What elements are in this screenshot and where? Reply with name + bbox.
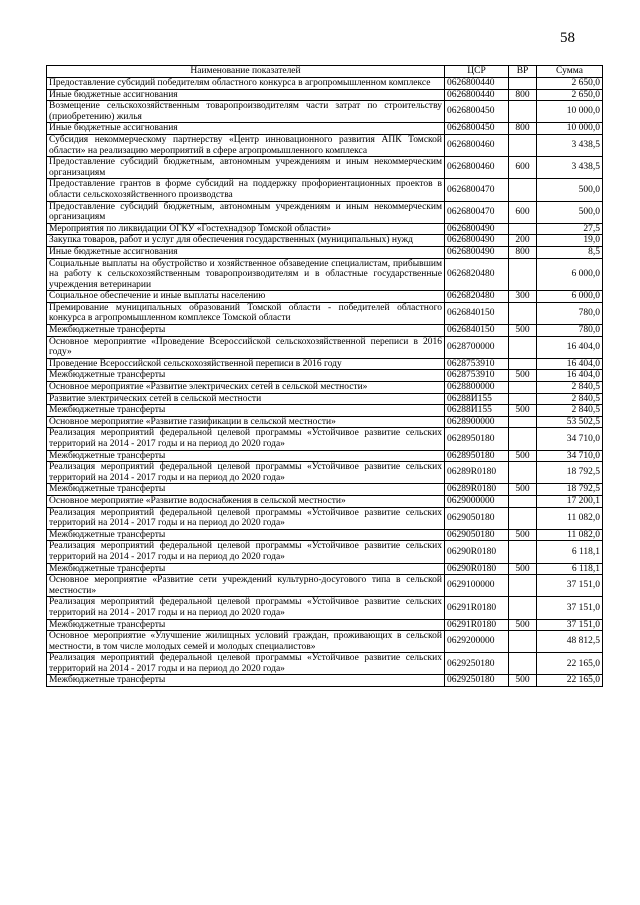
header-vr: ВР <box>509 66 537 78</box>
cell-sum: 500,0 <box>537 201 603 223</box>
cell-csr: 0626800440 <box>445 78 509 90</box>
table-body <box>47 78 603 687</box>
cell-csr: 06289R0180 <box>445 484 509 496</box>
cell-csr: 06291R0180 <box>445 619 509 631</box>
table-row <box>47 575 603 597</box>
cell-csr: 0629200000 <box>445 631 509 653</box>
cell-vr: 500 <box>509 619 537 631</box>
cell-vr: 800 <box>509 123 537 135</box>
cell-sum: 11 082,0 <box>537 529 603 541</box>
table-row <box>47 653 603 675</box>
cell-name: Иные бюджетные ассигнования <box>47 246 445 258</box>
cell-name: Основное мероприятие «Проведение Всероссийской сельскохозяйственной переписи в 2016 году» <box>47 336 445 358</box>
cell-csr: 0626820480 <box>445 291 509 303</box>
cell-csr: 0628753910 <box>445 358 509 370</box>
table-row <box>47 507 603 529</box>
cell-csr: 0629250180 <box>445 653 509 675</box>
cell-sum: 22 165,0 <box>537 675 603 687</box>
cell-vr: 300 <box>509 291 537 303</box>
cell-csr: 0626820480 <box>445 258 509 291</box>
table-row <box>47 405 603 417</box>
cell-name: Межбюджетные трансферты <box>47 325 445 337</box>
table-row <box>47 495 603 507</box>
cell-vr: 600 <box>509 157 537 179</box>
table-row <box>47 201 603 223</box>
cell-sum: 2 840,5 <box>537 405 603 417</box>
cell-name: Межбюджетные трансферты <box>47 450 445 462</box>
cell-name: Межбюджетные трансферты <box>47 563 445 575</box>
cell-name: Закупка товаров, работ и услуг для обеспечения государственных (муниципальных) нужд <box>47 235 445 247</box>
cell-vr <box>509 101 537 123</box>
cell-vr <box>509 258 537 291</box>
cell-vr <box>509 462 537 484</box>
cell-vr <box>509 416 537 428</box>
cell-sum: 37 151,0 <box>537 619 603 631</box>
cell-vr <box>509 179 537 201</box>
cell-csr: 06291R0180 <box>445 597 509 619</box>
cell-sum: 3 438,5 <box>537 134 603 156</box>
cell-sum: 22 165,0 <box>537 653 603 675</box>
table-row <box>47 675 603 687</box>
cell-vr <box>509 382 537 394</box>
cell-name: Межбюджетные трансферты <box>47 675 445 687</box>
table-row <box>47 370 603 382</box>
cell-csr: 06288И155 <box>445 393 509 405</box>
cell-vr: 800 <box>509 246 537 258</box>
cell-vr: 200 <box>509 235 537 247</box>
cell-sum: 19,0 <box>537 235 603 247</box>
table-row <box>47 123 603 135</box>
cell-csr: 0626800460 <box>445 157 509 179</box>
table-row <box>47 631 603 653</box>
cell-vr: 600 <box>509 201 537 223</box>
cell-name: Иные бюджетные ассигнования <box>47 89 445 101</box>
cell-vr <box>509 134 537 156</box>
cell-csr: 0629000000 <box>445 495 509 507</box>
cell-sum: 34 710,0 <box>537 450 603 462</box>
cell-name: Межбюджетные трансферты <box>47 484 445 496</box>
cell-name: Реализация мероприятий федеральной целевой программы «Устойчивое развитие сельских территорий на 2014 - 2017 годы и на период до 2020 года» <box>47 462 445 484</box>
cell-vr <box>509 428 537 450</box>
cell-csr: 06290R0180 <box>445 563 509 575</box>
table-row <box>47 325 603 337</box>
cell-csr: 0626800440 <box>445 89 509 101</box>
cell-csr: 0626800490 <box>445 246 509 258</box>
cell-vr <box>509 223 537 235</box>
cell-sum: 8,5 <box>537 246 603 258</box>
cell-sum: 53 502,5 <box>537 416 603 428</box>
table-row <box>47 246 603 258</box>
cell-csr: 0629250180 <box>445 675 509 687</box>
cell-sum: 3 438,5 <box>537 157 603 179</box>
cell-name: Субсидия некоммерческому партнерству «Центр инновационного развития АПК Томской области» на реализацию мероприятий в сфере агропромышленного комплекса <box>47 134 445 156</box>
cell-name: Основное мероприятие «Развитие газификации в сельской местности» <box>47 416 445 428</box>
cell-csr: 0626800490 <box>445 223 509 235</box>
table-row <box>47 157 603 179</box>
cell-sum: 780,0 <box>537 302 603 324</box>
table-row <box>47 302 603 324</box>
header-sum: Сумма <box>537 66 603 78</box>
cell-csr: 0629050180 <box>445 529 509 541</box>
cell-name: Иные бюджетные ассигнования <box>47 123 445 135</box>
cell-vr <box>509 631 537 653</box>
cell-csr: 0628700000 <box>445 336 509 358</box>
cell-csr: 0626800460 <box>445 134 509 156</box>
table-row <box>47 134 603 156</box>
cell-name: Социальное обеспечение и иные выплаты населению <box>47 291 445 303</box>
cell-vr <box>509 541 537 563</box>
cell-csr: 0628900000 <box>445 416 509 428</box>
cell-sum: 2 840,5 <box>537 382 603 394</box>
cell-name: Реализация мероприятий федеральной целевой программы «Устойчивое развитие сельских территорий на 2014 - 2017 годы и на период до 2020 года» <box>47 428 445 450</box>
table-row <box>47 179 603 201</box>
cell-csr: 06290R0180 <box>445 541 509 563</box>
cell-csr: 0626800470 <box>445 179 509 201</box>
cell-name: Межбюджетные трансферты <box>47 529 445 541</box>
table-row <box>47 563 603 575</box>
cell-csr: 0626800490 <box>445 235 509 247</box>
cell-sum: 780,0 <box>537 325 603 337</box>
cell-sum: 10 000,0 <box>537 123 603 135</box>
cell-name: Межбюджетные трансферты <box>47 405 445 417</box>
cell-vr: 500 <box>509 370 537 382</box>
table-row <box>47 89 603 101</box>
table-row <box>47 336 603 358</box>
cell-csr: 0626840150 <box>445 325 509 337</box>
cell-sum: 48 812,5 <box>537 631 603 653</box>
cell-sum: 10 000,0 <box>537 101 603 123</box>
table-row <box>47 428 603 450</box>
cell-vr <box>509 393 537 405</box>
table-row <box>47 78 603 90</box>
cell-csr: 0628950180 <box>445 450 509 462</box>
table-row <box>47 235 603 247</box>
header-csr: ЦСР <box>445 66 509 78</box>
cell-name: Реализация мероприятий федеральной целевой программы «Устойчивое развитие сельских территорий на 2014 - 2017 годы и на период до 2020 года» <box>47 597 445 619</box>
cell-vr <box>509 653 537 675</box>
cell-name: Межбюджетные трансферты <box>47 370 445 382</box>
table-row <box>47 291 603 303</box>
table-row <box>47 597 603 619</box>
table-row <box>47 541 603 563</box>
cell-vr: 500 <box>509 405 537 417</box>
cell-name: Социальные выплаты на обустройство и хозяйственное обзаведение специалистам, прибывшим на работу к сельскохозяйственным товаропроизводителям и в областные государственные учреждения ветеринарии <box>47 258 445 291</box>
table-row <box>47 450 603 462</box>
table-row <box>47 462 603 484</box>
table-row <box>47 223 603 235</box>
table-row <box>47 393 603 405</box>
table-row <box>47 529 603 541</box>
cell-sum: 17 200,1 <box>537 495 603 507</box>
cell-sum: 27,5 <box>537 223 603 235</box>
cell-vr: 500 <box>509 529 537 541</box>
cell-sum: 37 151,0 <box>537 597 603 619</box>
cell-vr <box>509 78 537 90</box>
cell-sum: 34 710,0 <box>537 428 603 450</box>
cell-sum: 2 650,0 <box>537 89 603 101</box>
cell-name: Предоставление субсидий победителям областного конкурса в агропромышленном комплексе <box>47 78 445 90</box>
cell-name: Реализация мероприятий федеральной целевой программы «Устойчивое развитие сельских территорий на 2014 - 2017 годы и на период до 2020 года» <box>47 541 445 563</box>
cell-sum: 2 840,5 <box>537 393 603 405</box>
cell-vr <box>509 597 537 619</box>
cell-vr: 500 <box>509 563 537 575</box>
cell-vr: 500 <box>509 450 537 462</box>
cell-sum: 11 082,0 <box>537 507 603 529</box>
cell-sum: 16 404,0 <box>537 358 603 370</box>
cell-vr <box>509 302 537 324</box>
cell-csr: 06289R0180 <box>445 462 509 484</box>
cell-vr: 500 <box>509 675 537 687</box>
cell-vr <box>509 507 537 529</box>
cell-csr: 0628950180 <box>445 428 509 450</box>
cell-csr: 0626800450 <box>445 101 509 123</box>
table-row <box>47 258 603 291</box>
cell-name: Мероприятия по ликвидации ОГКУ «Гостехнадзор Томской области» <box>47 223 445 235</box>
cell-sum: 6 118,1 <box>537 563 603 575</box>
cell-vr <box>509 495 537 507</box>
cell-sum: 16 404,0 <box>537 336 603 358</box>
table-row <box>47 358 603 370</box>
cell-sum: 2 650,0 <box>537 78 603 90</box>
table-row <box>47 484 603 496</box>
cell-name: Реализация мероприятий федеральной целевой программы «Устойчивое развитие сельских территорий на 2014 - 2017 годы и на период до 2020 года» <box>47 507 445 529</box>
cell-name: Предоставление субсидий бюджетным, автономным учреждениям и иным некоммерческим организациям <box>47 201 445 223</box>
cell-vr: 500 <box>509 325 537 337</box>
cell-name: Межбюджетные трансферты <box>47 619 445 631</box>
cell-csr: 0626800470 <box>445 201 509 223</box>
cell-name: Предоставление субсидий бюджетным, автономным учреждениям и иным некоммерческим организациям <box>47 157 445 179</box>
cell-csr: 0629050180 <box>445 507 509 529</box>
cell-vr <box>509 358 537 370</box>
cell-sum: 6 000,0 <box>537 291 603 303</box>
cell-sum: 37 151,0 <box>537 575 603 597</box>
cell-name: Основное мероприятие «Развитие сети учреждений культурно-досугового типа в сельской местности» <box>47 575 445 597</box>
cell-sum: 6 000,0 <box>537 258 603 291</box>
cell-csr: 0628753910 <box>445 370 509 382</box>
page-number: 58 <box>560 30 575 46</box>
cell-sum: 18 792,5 <box>537 462 603 484</box>
cell-name: Реализация мероприятий федеральной целевой программы «Устойчивое развитие сельских территорий на 2014 - 2017 годы и на период до 2020 года» <box>47 653 445 675</box>
table-header-row <box>47 66 603 78</box>
table-row <box>47 619 603 631</box>
cell-name: Развитие электрических сетей в сельской местности <box>47 393 445 405</box>
cell-sum: 16 404,0 <box>537 370 603 382</box>
cell-csr: 0626840150 <box>445 302 509 324</box>
cell-vr <box>509 336 537 358</box>
cell-name: Основное мероприятие «Улучшение жилищных условий граждан, проживающих в сельской местности, в том числе молодых семей и молодых специалистов» <box>47 631 445 653</box>
budget-table <box>46 65 603 687</box>
table-row <box>47 382 603 394</box>
cell-name: Основное мероприятие «Развитие электрических сетей в сельской местности» <box>47 382 445 394</box>
cell-sum: 18 792,5 <box>537 484 603 496</box>
cell-csr: 06288И155 <box>445 405 509 417</box>
cell-csr: 0628800000 <box>445 382 509 394</box>
cell-vr: 500 <box>509 484 537 496</box>
cell-name: Возмещение сельскохозяйственным товаропроизводителям части затрат по строительству (приобретению) жилья <box>47 101 445 123</box>
header-name: Наименование показателей <box>47 66 445 78</box>
cell-name: Премирование муниципальных образований Томской области - победителей областного конкурса в агропромышленном комплексе Томской области <box>47 302 445 324</box>
cell-sum: 6 118,1 <box>537 541 603 563</box>
cell-vr: 800 <box>509 89 537 101</box>
cell-csr: 0629100000 <box>445 575 509 597</box>
table-row <box>47 101 603 123</box>
cell-vr <box>509 575 537 597</box>
cell-name: Предоставление грантов в форме субсидий на поддержку профориентационных проектов в области сельскохозяйственного производства <box>47 179 445 201</box>
cell-name: Основное мероприятие «Развитие водоснабжения в сельской местности» <box>47 495 445 507</box>
table-row <box>47 416 603 428</box>
cell-sum: 500,0 <box>537 179 603 201</box>
cell-name: Проведение Всероссийской сельскохозяйственной переписи в 2016 году <box>47 358 445 370</box>
cell-csr: 0626800450 <box>445 123 509 135</box>
